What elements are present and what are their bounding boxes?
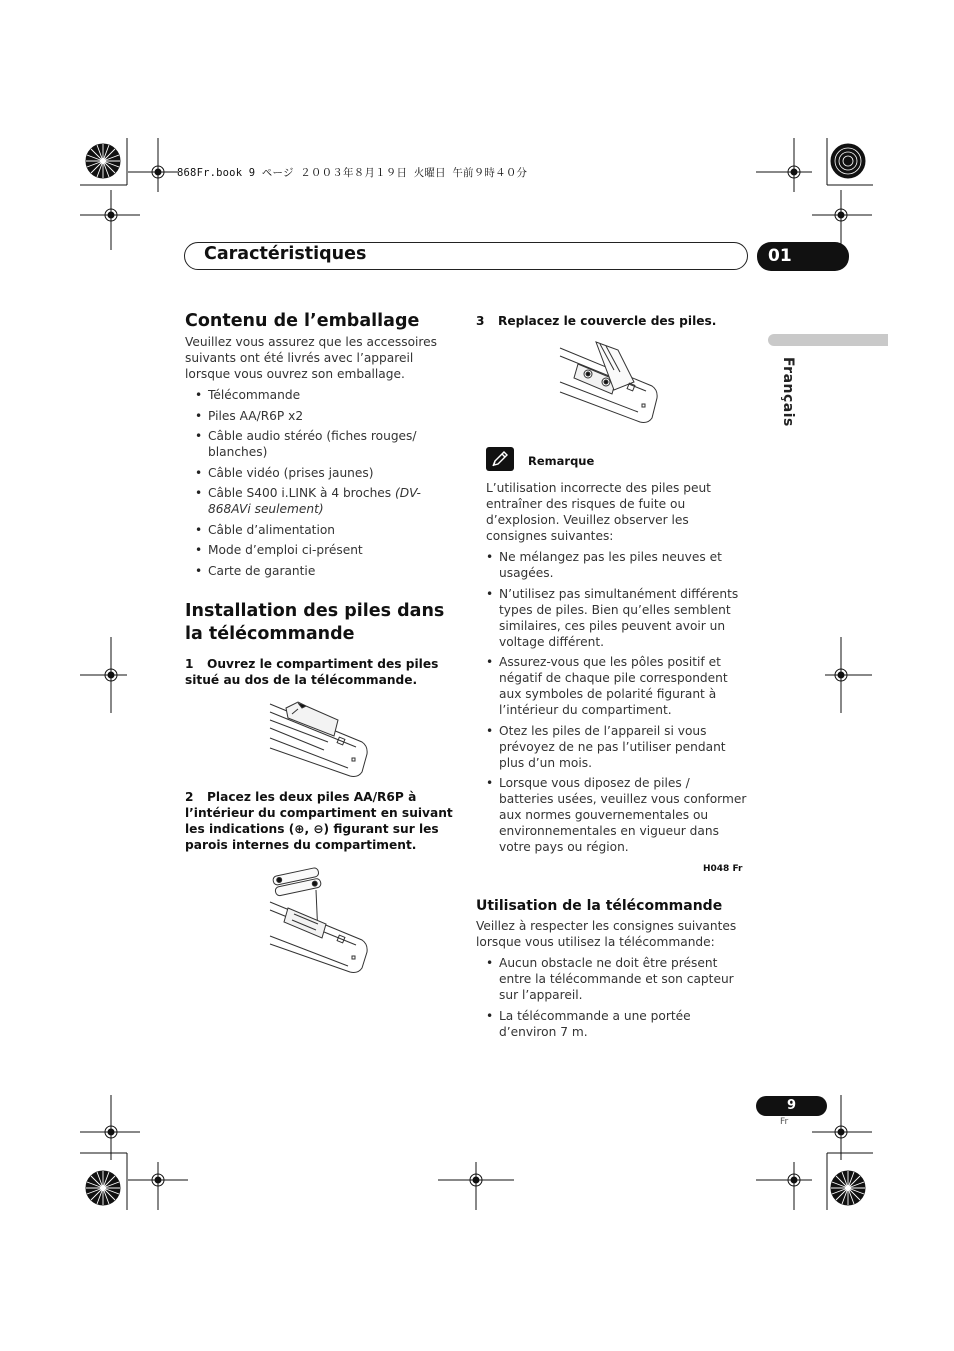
list-item-text: Carte de garantie [208, 563, 316, 578]
list-item-text: Télécommande [208, 388, 301, 402]
step-2-text: Placez les deux piles AA/R6P à l’intérieur du compartiment en suivant les indications (⊕, ⊖) figurant sur les parois internes du compartiment. [185, 790, 453, 852]
list-item-text: Lorsque vous diposez de piles / batteries usées, veuillez vous conformer aux normes gouvernementales ou environnementales en vigueur dans votre pays ou région. [499, 776, 747, 854]
section-heading-batteries: Installation des piles dans la télécommande [185, 601, 445, 644]
list-item-text: N’utilisez pas simultanément différents types de piles. Bien qu’elles semblent similaires, ces piles peuvent avoir un voltage différent. [499, 586, 739, 649]
step-1-number: 1 [185, 657, 194, 671]
list-item-text: Otez les piles de l’appareil si vous prévoyez de ne pas l’utiliser pendant plus d’un mois. [499, 723, 726, 770]
step-2 [185, 789, 455, 853]
note-label: Remarque [528, 454, 595, 468]
list-item-text: Aucun obstacle ne doit être présent entre la télécommande et son capteur sur l’appareil. [499, 956, 734, 1002]
list-item [185, 465, 455, 481]
remote-use-intro: Veillez à respecter les consignes suivantes lorsque vous utilisez la télécommande: [476, 919, 737, 949]
list-item [185, 485, 455, 517]
contents-intro: Veuillez vous assurez que les accessoires suivants ont été livrés avec l’appareil lorsque vous ouvrez son emballage. [185, 335, 438, 381]
list-item [185, 408, 455, 424]
page-number: 9 [756, 1096, 827, 1116]
step-3-text: Replacez le couvercle des piles. [498, 314, 717, 328]
step-2-number: 2 [185, 790, 194, 804]
contents-list [185, 387, 455, 583]
list-item [185, 563, 455, 579]
list-item-text: Mode d’emploi ci-présent [208, 543, 363, 557]
list-item-text: Assurez-vous que les pôles positif et négatif de chaque pile correspondent aux symboles de polarité figurant à l’intérieur du compartiment. [499, 655, 728, 717]
chapter-title: Caractéristiques [204, 244, 367, 264]
list-item-text: Câble S400 i.LINK à 4 broches [208, 486, 396, 500]
remote-close-cover-illustration [558, 340, 662, 426]
language-tab-bar [768, 334, 888, 346]
list-item-text: Câble audio stéréo (fiches rouges/ blanches) [208, 429, 417, 459]
list-item-text: Piles AA/R6P x2 [208, 408, 304, 423]
page-language: Fr [780, 1117, 789, 1127]
list-item [476, 955, 748, 1003]
list-item-text: Câble vidéo (prises jaunes) [208, 465, 374, 480]
list-item [185, 522, 455, 538]
chapter-number: 01 [757, 242, 849, 271]
list-item [476, 723, 748, 771]
note-list [476, 549, 748, 860]
section-heading-contents: Contenu de l’emballage [185, 311, 420, 331]
list-item [185, 387, 455, 403]
list-item-text: Ne mélangez pas les piles neuves et usagées. [499, 550, 722, 580]
list-item [476, 1008, 748, 1040]
step-3-number: 3 [476, 314, 485, 328]
list-item-text: Câble d’alimentation [208, 522, 336, 537]
list-item [185, 428, 455, 460]
note-code: H048 Fr [703, 864, 743, 874]
step-1 [185, 656, 455, 688]
remote-insert-batteries-illustration [268, 866, 372, 974]
step-3 [476, 313, 746, 329]
list-item-italic: (DV-868AVi seulement) [208, 486, 421, 516]
note-intro: L’utilisation incorrecte des piles peut entraîner des risques de fuite ou d’explosion. Veuillez observer les consignes suivantes: [486, 481, 711, 543]
list-item [185, 542, 455, 558]
language-tab-label: Français [780, 357, 796, 427]
list-item-text: La télécommande a une portée d’environ 7 m. [499, 1008, 691, 1039]
list-item [476, 654, 748, 718]
list-item [476, 549, 748, 581]
list-item [476, 586, 748, 650]
remote-use-list [476, 955, 748, 1044]
step-1-text: Ouvrez le compartiment des piles situé au dos de la télécommande. [185, 657, 439, 687]
remote-open-cover-illustration [268, 700, 372, 780]
print-header: 868Fr.book 9 ページ ２００３年８月１９日 火曜日 午前９時４０分 [177, 167, 528, 179]
list-item [476, 775, 748, 855]
remote-use-heading: Utilisation de la télécommande [476, 898, 723, 914]
note-pencil-icon [486, 447, 514, 471]
